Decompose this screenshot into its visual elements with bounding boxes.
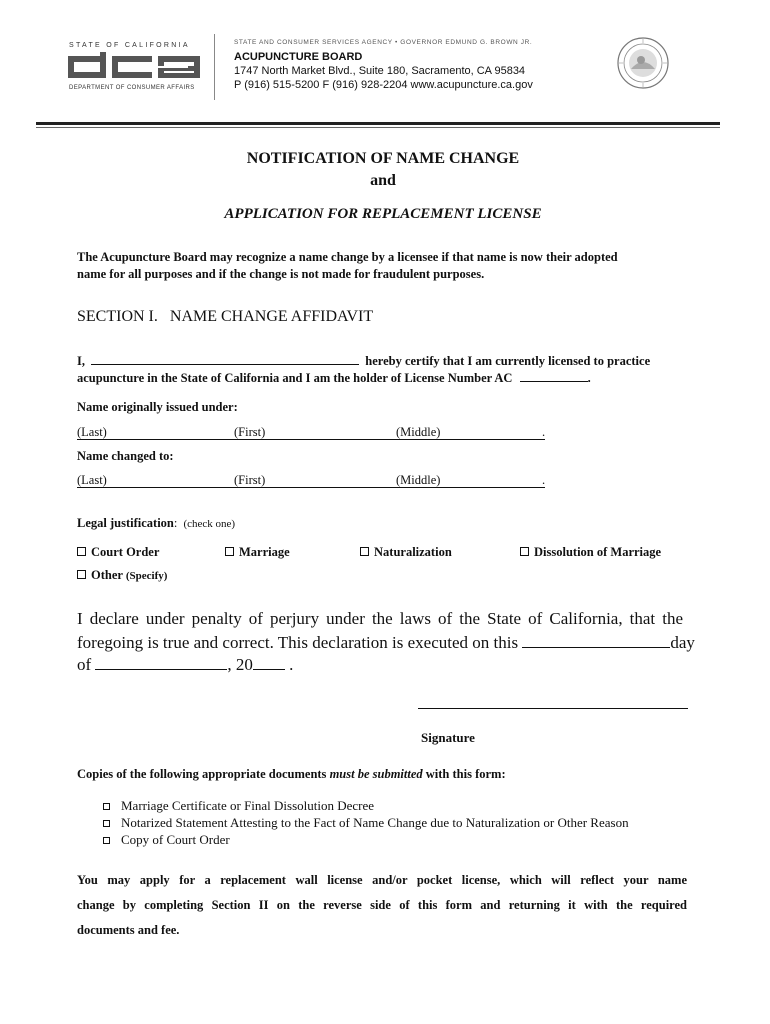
list-item-text: Copy of Court Order: [121, 832, 230, 847]
declaration-of: of: [77, 655, 92, 674]
header-divider: [214, 34, 215, 100]
list-item-text: Notarized Statement Attesting to the Fact of Name Change due to Naturalization or Other Reason: [121, 815, 629, 830]
list-item-text: Marriage Certificate or Final Dissolution Decree: [121, 798, 375, 813]
dca-logo: [68, 52, 203, 82]
changed-name-label: Name changed to:: [77, 449, 174, 463]
declaration-day-field[interactable]: [522, 631, 670, 648]
header-rule-thin: [36, 127, 720, 128]
title-line-3: APPLICATION FOR REPLACEMENT LICENSE: [224, 206, 542, 222]
dissolution-label: Dissolution of Marriage: [534, 545, 662, 559]
option-naturalization[interactable]: [360, 545, 452, 560]
changed-end-dot: .: [542, 473, 546, 487]
licensee-name-field[interactable]: [91, 350, 359, 365]
list-item: [103, 815, 629, 832]
dept-label: DEPARTMENT OF CONSUMER AFFAIRS: [69, 85, 195, 91]
footer-line-3: documents and fee.: [77, 923, 180, 937]
marriage-label: Marriage: [239, 545, 290, 559]
documents-intro: [77, 767, 506, 782]
agency-line: STATE AND CONSUMER SERVICES AGENCY • GOVERNOR EDMUND G. BROWN JR.: [234, 39, 533, 46]
court-order-checkbox[interactable]: [77, 547, 86, 556]
intro-line-1: The Acupuncture Board may recognize a name change by a licensee if that name is now their adopted: [77, 250, 618, 264]
declaration-line-3: [77, 653, 293, 675]
board-name: ACUPUNCTURE BOARD: [234, 51, 363, 63]
other-label: Other: [91, 568, 123, 582]
signature-line[interactable]: [418, 708, 688, 709]
naturalization-label: Naturalization: [374, 545, 452, 559]
title-line-1: NOTIFICATION OF NAME CHANGE: [246, 150, 520, 167]
court-order-label: Court Order: [91, 545, 160, 559]
declaration-year-field[interactable]: [253, 653, 285, 670]
documents-intro-suffix: with this form:: [422, 767, 506, 781]
original-end-dot: .: [542, 425, 546, 439]
list-item: [103, 832, 629, 849]
signature-label: Signature: [421, 730, 475, 745]
dissolution-checkbox[interactable]: [520, 547, 529, 556]
certify-line2-text: acupuncture in the State of California and I am the holder of License Number AC: [77, 371, 513, 385]
option-dissolution[interactable]: [520, 545, 661, 560]
justification-label: Legal justification: [77, 516, 174, 530]
changed-name-fields[interactable]: [77, 473, 545, 488]
original-first-label: (First): [234, 425, 266, 439]
declaration-end: .: [289, 655, 294, 674]
justification-colon: :: [173, 516, 178, 530]
dca-logo-mark: [68, 52, 203, 82]
changed-first-label: (First): [234, 473, 266, 487]
declaration-month-field[interactable]: [95, 653, 227, 670]
justification-heading: [77, 516, 235, 531]
original-middle-label: (Middle): [396, 425, 441, 439]
declaration-line2-text: foregoing is true and correct. This declaration is executed on this: [77, 633, 519, 652]
footer-line-2: change by completing Section II on the reverse side of this form and returning it with the required: [77, 898, 687, 912]
bullet-box-icon: [103, 803, 110, 810]
section-1-heading: SECTION I. NAME CHANGE AFFIDAVIT: [77, 308, 374, 325]
original-name-label: Name originally issued under:: [77, 400, 238, 414]
intro-line-2: name for all purposes and if the change is not made for fraudulent purposes.: [77, 267, 485, 281]
naturalization-checkbox[interactable]: [360, 547, 369, 556]
declaration-line-1: I declare under penalty of perjury under the laws of the State of California, that the: [77, 609, 683, 628]
changed-last-label: (Last): [77, 473, 107, 487]
changed-middle-label: (Middle): [396, 473, 441, 487]
state-seal-icon: [617, 37, 669, 89]
other-specify: (Specify): [125, 570, 168, 582]
bullet-box-icon: [103, 837, 110, 844]
list-item: [103, 798, 629, 815]
state-label: STATE OF CALIFORNIA: [69, 42, 190, 49]
board-address: 1747 North Market Blvd., Suite 180, Sacramento, CA 95834: [234, 65, 526, 77]
footer-line-1: You may apply for a replacement wall license and/or pocket license, which will reflect your name: [77, 873, 687, 887]
option-other[interactable]: [77, 568, 167, 583]
certify-suffix: hereby certify that I am currently licensed to practice: [365, 354, 651, 368]
board-contact: P (916) 515-5200 F (916) 928-2204 www.acupuncture.ca.gov: [234, 79, 533, 91]
certify-prefix: I,: [77, 354, 85, 368]
original-name-fields[interactable]: [77, 425, 545, 440]
justification-hint: (check one): [183, 518, 236, 530]
original-last-label: (Last): [77, 425, 107, 439]
certify-end: .: [587, 371, 591, 385]
option-court-order[interactable]: [77, 545, 159, 560]
other-checkbox[interactable]: [77, 570, 86, 579]
title-line-2: and: [370, 172, 396, 189]
declaration-line-2: [77, 631, 695, 653]
declaration-day-label: day: [670, 633, 695, 652]
documents-intro-prefix: Copies of the following appropriate documents: [77, 767, 330, 781]
certify-line-2: [77, 367, 591, 386]
documents-intro-emphasis: must be submitted: [329, 767, 423, 781]
bullet-box-icon: [103, 820, 110, 827]
license-number-field[interactable]: [520, 367, 588, 382]
option-marriage[interactable]: [225, 545, 290, 560]
declaration-year-prefix: , 20: [227, 655, 253, 674]
header-rule-thick: [36, 122, 720, 125]
marriage-checkbox[interactable]: [225, 547, 234, 556]
documents-list: [103, 798, 629, 849]
